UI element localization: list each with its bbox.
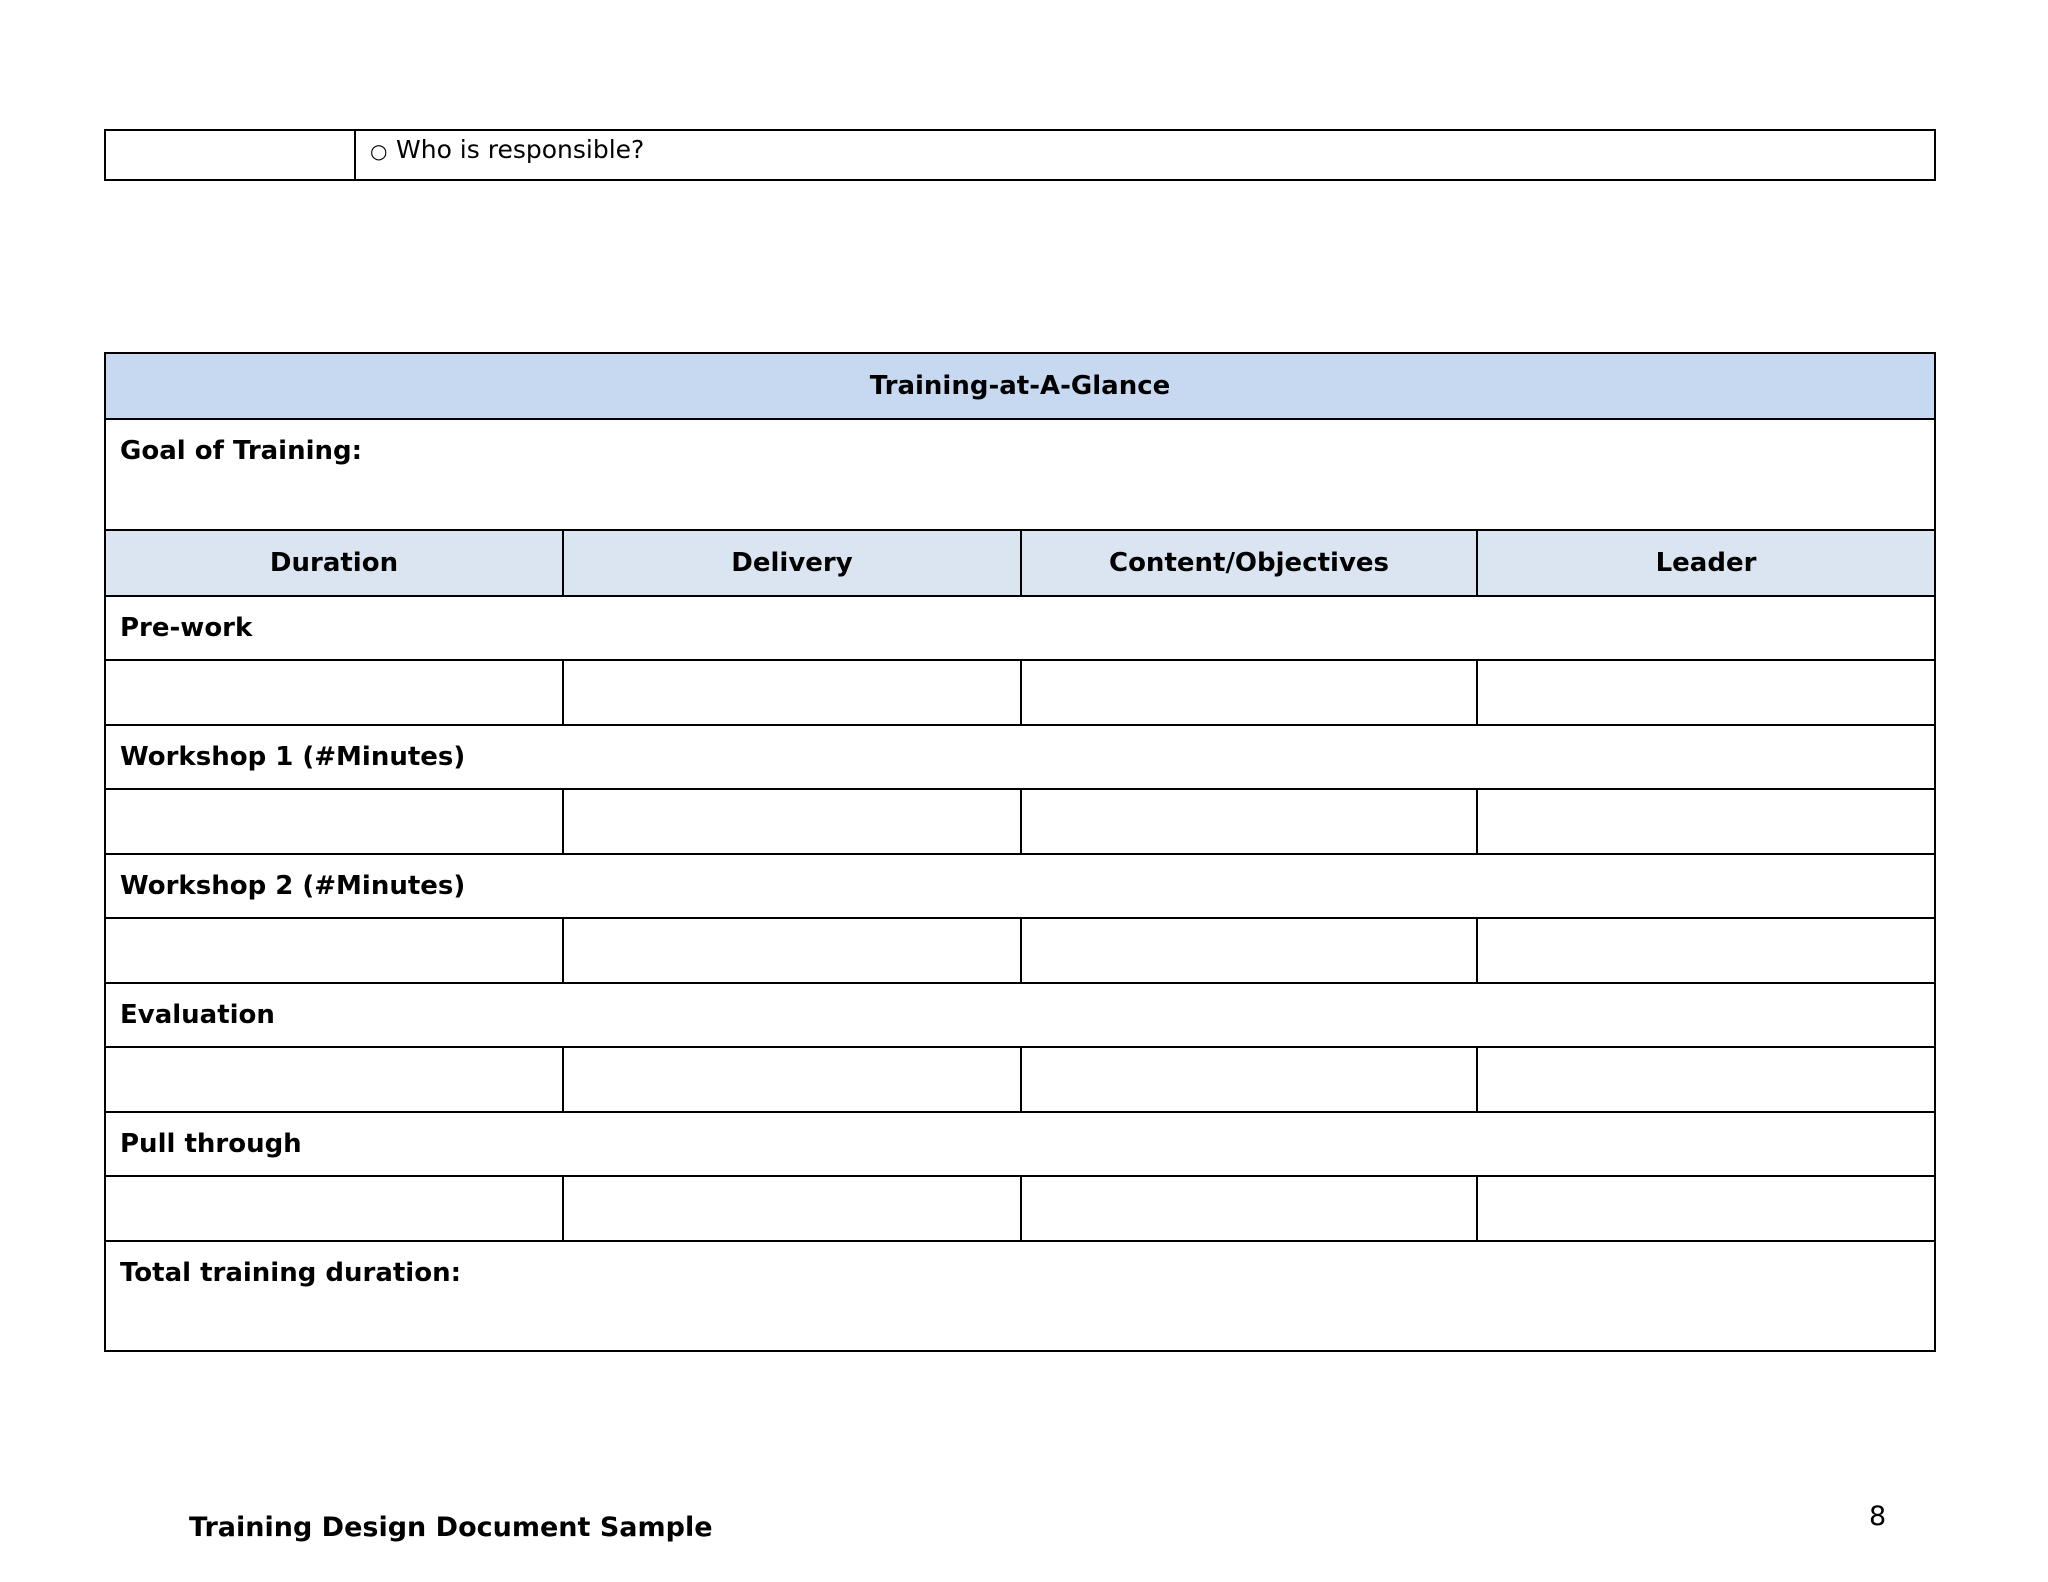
continuation-empty-cell [105,130,355,180]
footer-document-title: Training Design Document Sample [189,1512,713,1543]
delivery-cell[interactable] [563,918,1021,983]
circle-bullet-icon: ○ [370,139,388,163]
table-row [105,918,1935,983]
total-training-duration-label[interactable]: Total training duration: [105,1241,1935,1351]
delivery-cell[interactable] [563,1047,1021,1112]
goal-of-training-label[interactable]: Goal of Training: [105,419,1935,530]
duration-cell[interactable] [105,789,563,854]
goal-row [105,419,1935,530]
content-objectives-cell[interactable] [1021,789,1477,854]
section-label: Pull through [105,1112,1935,1176]
leader-cell[interactable] [1477,1047,1935,1112]
delivery-cell[interactable] [563,660,1021,725]
duration-cell[interactable] [105,918,563,983]
header-row [105,530,1935,596]
content-objectives-cell[interactable] [1021,1176,1477,1241]
section-label: Pre-work [105,596,1935,660]
leader-cell[interactable] [1477,660,1935,725]
bullet-item [356,131,1934,166]
continuation-table [104,129,1936,181]
section-row-evaluation [105,983,1935,1047]
content-objectives-cell[interactable] [1021,660,1477,725]
table-row [105,789,1935,854]
total-row [105,1241,1935,1351]
section-row-pull-through [105,1112,1935,1176]
table-row [105,1047,1935,1112]
section-row-pre-work [105,596,1935,660]
column-header-duration: Duration [105,530,563,596]
table-title: Training-at-A-Glance [105,353,1935,419]
column-header-delivery: Delivery [563,530,1021,596]
duration-cell[interactable] [105,1047,563,1112]
delivery-cell[interactable] [563,1176,1021,1241]
section-label: Workshop 1 (#Minutes) [105,725,1935,789]
duration-cell[interactable] [105,1176,563,1241]
duration-cell[interactable] [105,660,563,725]
table-row [105,1176,1935,1241]
column-header-leader: Leader [1477,530,1935,596]
section-row-workshop-1 [105,725,1935,789]
page-number: 8 [1869,1501,1887,1532]
content-objectives-cell[interactable] [1021,918,1477,983]
content-objectives-cell[interactable] [1021,1047,1477,1112]
bullet-text: Who is responsible? [396,135,645,164]
section-label: Workshop 2 (#Minutes) [105,854,1935,918]
title-row [105,353,1935,419]
continuation-bullet-cell [355,130,1935,180]
training-at-a-glance-table [104,352,1936,1352]
leader-cell[interactable] [1477,1176,1935,1241]
leader-cell[interactable] [1477,789,1935,854]
column-header-content-objectives: Content/Objectives [1021,530,1477,596]
leader-cell[interactable] [1477,918,1935,983]
section-label: Evaluation [105,983,1935,1047]
continuation-row [105,130,1935,180]
table-row [105,660,1935,725]
section-row-workshop-2 [105,854,1935,918]
delivery-cell[interactable] [563,789,1021,854]
